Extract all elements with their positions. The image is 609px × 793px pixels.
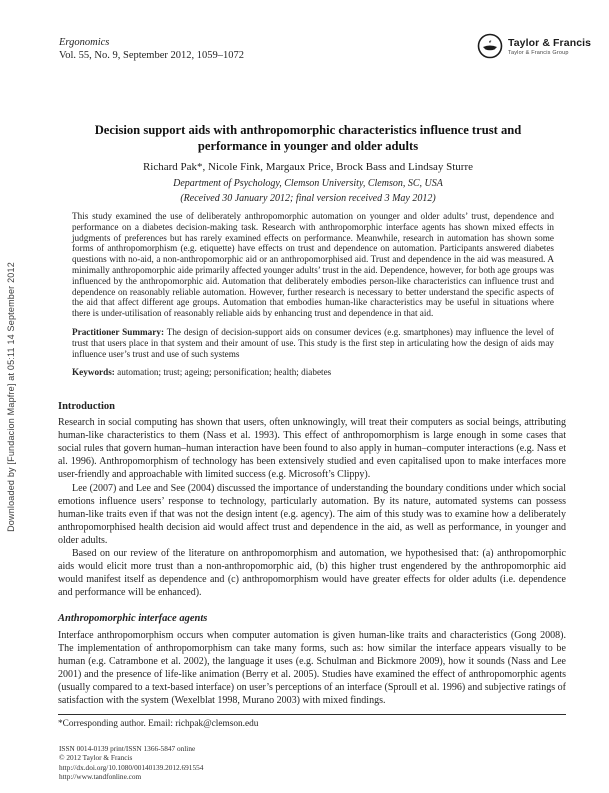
practitioner-summary-text: The design of decision-support aids on consumer devices (e.g. smartphones) may influence the level of trust that users place in that system and their amount of use. This study is the first step in articulating how the design of aids may influence user’s trust and use of such systems: [72, 326, 554, 359]
taylor-francis-lamp-icon: [477, 33, 503, 59]
footnote-divider: [58, 714, 566, 715]
issn-line: ISSN 0014-0139 print/ISSN 1366-5847 online: [59, 744, 196, 753]
affiliation-line: Department of Psychology, Clemson University, Clemson, SC, USA: [173, 178, 443, 189]
agents-paragraph-1: Interface anthropomorphism occurs when computer automation is given human-like traits and characteristics (Gong 2008). The implementation of anthropomorphism can take many forms, such as: how similar the interface appears visually to be human (e.g. Catrambone et al. 2002), the language it uses (e.g. Schulman and Bickmore 2009), how it sounds (Nass and Lee 2001) and the presence of life-like animation (Berry et al. 2005). Studies have examined the effect of anthropomorphic agents (usually compared to a text-based interface) on user’s perceptions of an interface (Sproull et al. 1996) and subjective ratings of satisfaction with the system (Wexelblat 1998, Murano 2003) with mixed findings.: [58, 629, 566, 706]
publisher-wordmark: [508, 33, 591, 56]
received-dates: (Received 30 January 2012; final version received 3 May 2012): [180, 193, 436, 204]
copyright-line: © 2012 Taylor & Francis: [59, 753, 133, 763]
keywords-text: automation; trust; ageing; personification; health; diabetes: [114, 367, 332, 378]
article-body: [58, 400, 566, 707]
imprint-block: [59, 744, 203, 782]
author-line: Richard Pak*, Nicole Fink, Margaux Price, Brock Bass and Lindsay Sturre: [142, 161, 474, 173]
article-title: Decision support aids with anthropomorphic characteristics influence trust and performance in younger and older adults: [94, 123, 522, 153]
practitioner-summary-label: Practitioner Summary:: [72, 326, 165, 337]
journal-header: [59, 36, 244, 62]
publisher-logo: [477, 33, 591, 59]
intro-paragraph-2: Lee (2007) and Lee and See (2004) discussed the importance of understanding the boundary conditions under which social emotions influence users’ response to technology, particularly automation. By its nature, automated systems can possess human-like traits even if that was not the design intent (e.g. agency). The aim of this study was to examine how a deliberately anthropomorphised health decision aid would affect trust and dependence in the aid, as well as performance, in younger and older adults.: [58, 482, 566, 546]
website-line: http://www.tandfonline.com: [59, 772, 142, 782]
abstract-block: [72, 211, 554, 378]
keywords-line: [72, 367, 554, 378]
section-heading-introduction: Introduction: [58, 401, 115, 412]
journal-name: Ergonomics: [59, 37, 110, 48]
title-block: [60, 123, 556, 204]
corresponding-author-footnote: *Corresponding author. Email: richpak@clemson.edu: [58, 719, 259, 729]
intro-paragraph-1: Research in social computing has shown that users, often unknowingly, will treat their computers as social beings, attributing human-like characteristics to them (Nass et al. 1993). This effect of anthropomorphism is large enough in some cases that social rules that govern human–human interaction have been found to also apply in human–computer interactions (e.g. Nass et al. 1996). Anthropomorphism of technology has been extensively studied and even capitalised upon to make interfaces more user-friendly and approachable with limited success (e.g. Microsoft’s Clippy).: [58, 417, 566, 481]
practitioner-summary: [72, 327, 554, 359]
publisher-name: Taylor & Francis: [508, 37, 592, 49]
keywords-label: Keywords:: [72, 367, 115, 378]
section-heading-anthropomorphic-agents: Anthropomorphic interface agents: [58, 613, 208, 625]
abstract-text: This study examined the use of deliberately anthropomorphic automation on younger and older adults’ trust, dependence and performance on a diabetes decision-making task. Research with anthropomorphic interface agents has shown mixed effects in judgments of preferences but has rarely examined effects on performance. Meanwhile, research in automation has shown some forms of anthropomorphism (e.g. etiquette) have effects on trust and dependence on automation. Participants answered diabetes questions with no-aid, a non-anthropomorphic aid or an anthropomorphised aid. Trust and dependence in the aid was measured. A minimally anthropomorphic aide primarily affected younger adults’ trust in the aid. Dependence, however, for both age groups was influenced by the anthropomorphic aid. Automation that deliberately embodies person-like characteristics can influence trust and dependence on reasonably reliable automation. However, further research is necessary to better understand the specific aspects of the aid that affect different age groups. Automation that embodies human-like characteristics may be useful in situations where there is under-utilisation of reasonably reliable aids by enhancing trust and dependence in that aid.: [72, 211, 554, 319]
publisher-group: Taylor & Francis Group: [508, 50, 569, 56]
intro-paragraph-3: Based on our review of the literature on anthropomorphism and automation, we hypothesised that: (a) anthropomorphic aids would elicit more trust than a non-anthropomorphic aid, (b) this higher trust engendered by the anthropomorphic aid would manifest itself as dependence and (c) anthropomorphism would have greater effects for older adults (i.e. dependence and performance will be enhanced).: [58, 548, 566, 599]
doi-line: http://dx.doi.org/10.1080/00140139.2012.691554: [59, 762, 204, 772]
issue-line: Vol. 55, No. 9, September 2012, 1059–1072: [59, 50, 245, 61]
download-stamp: Downloaded by [Fundacion Mapfre] at 05:11 14 September 2012: [6, 262, 16, 532]
